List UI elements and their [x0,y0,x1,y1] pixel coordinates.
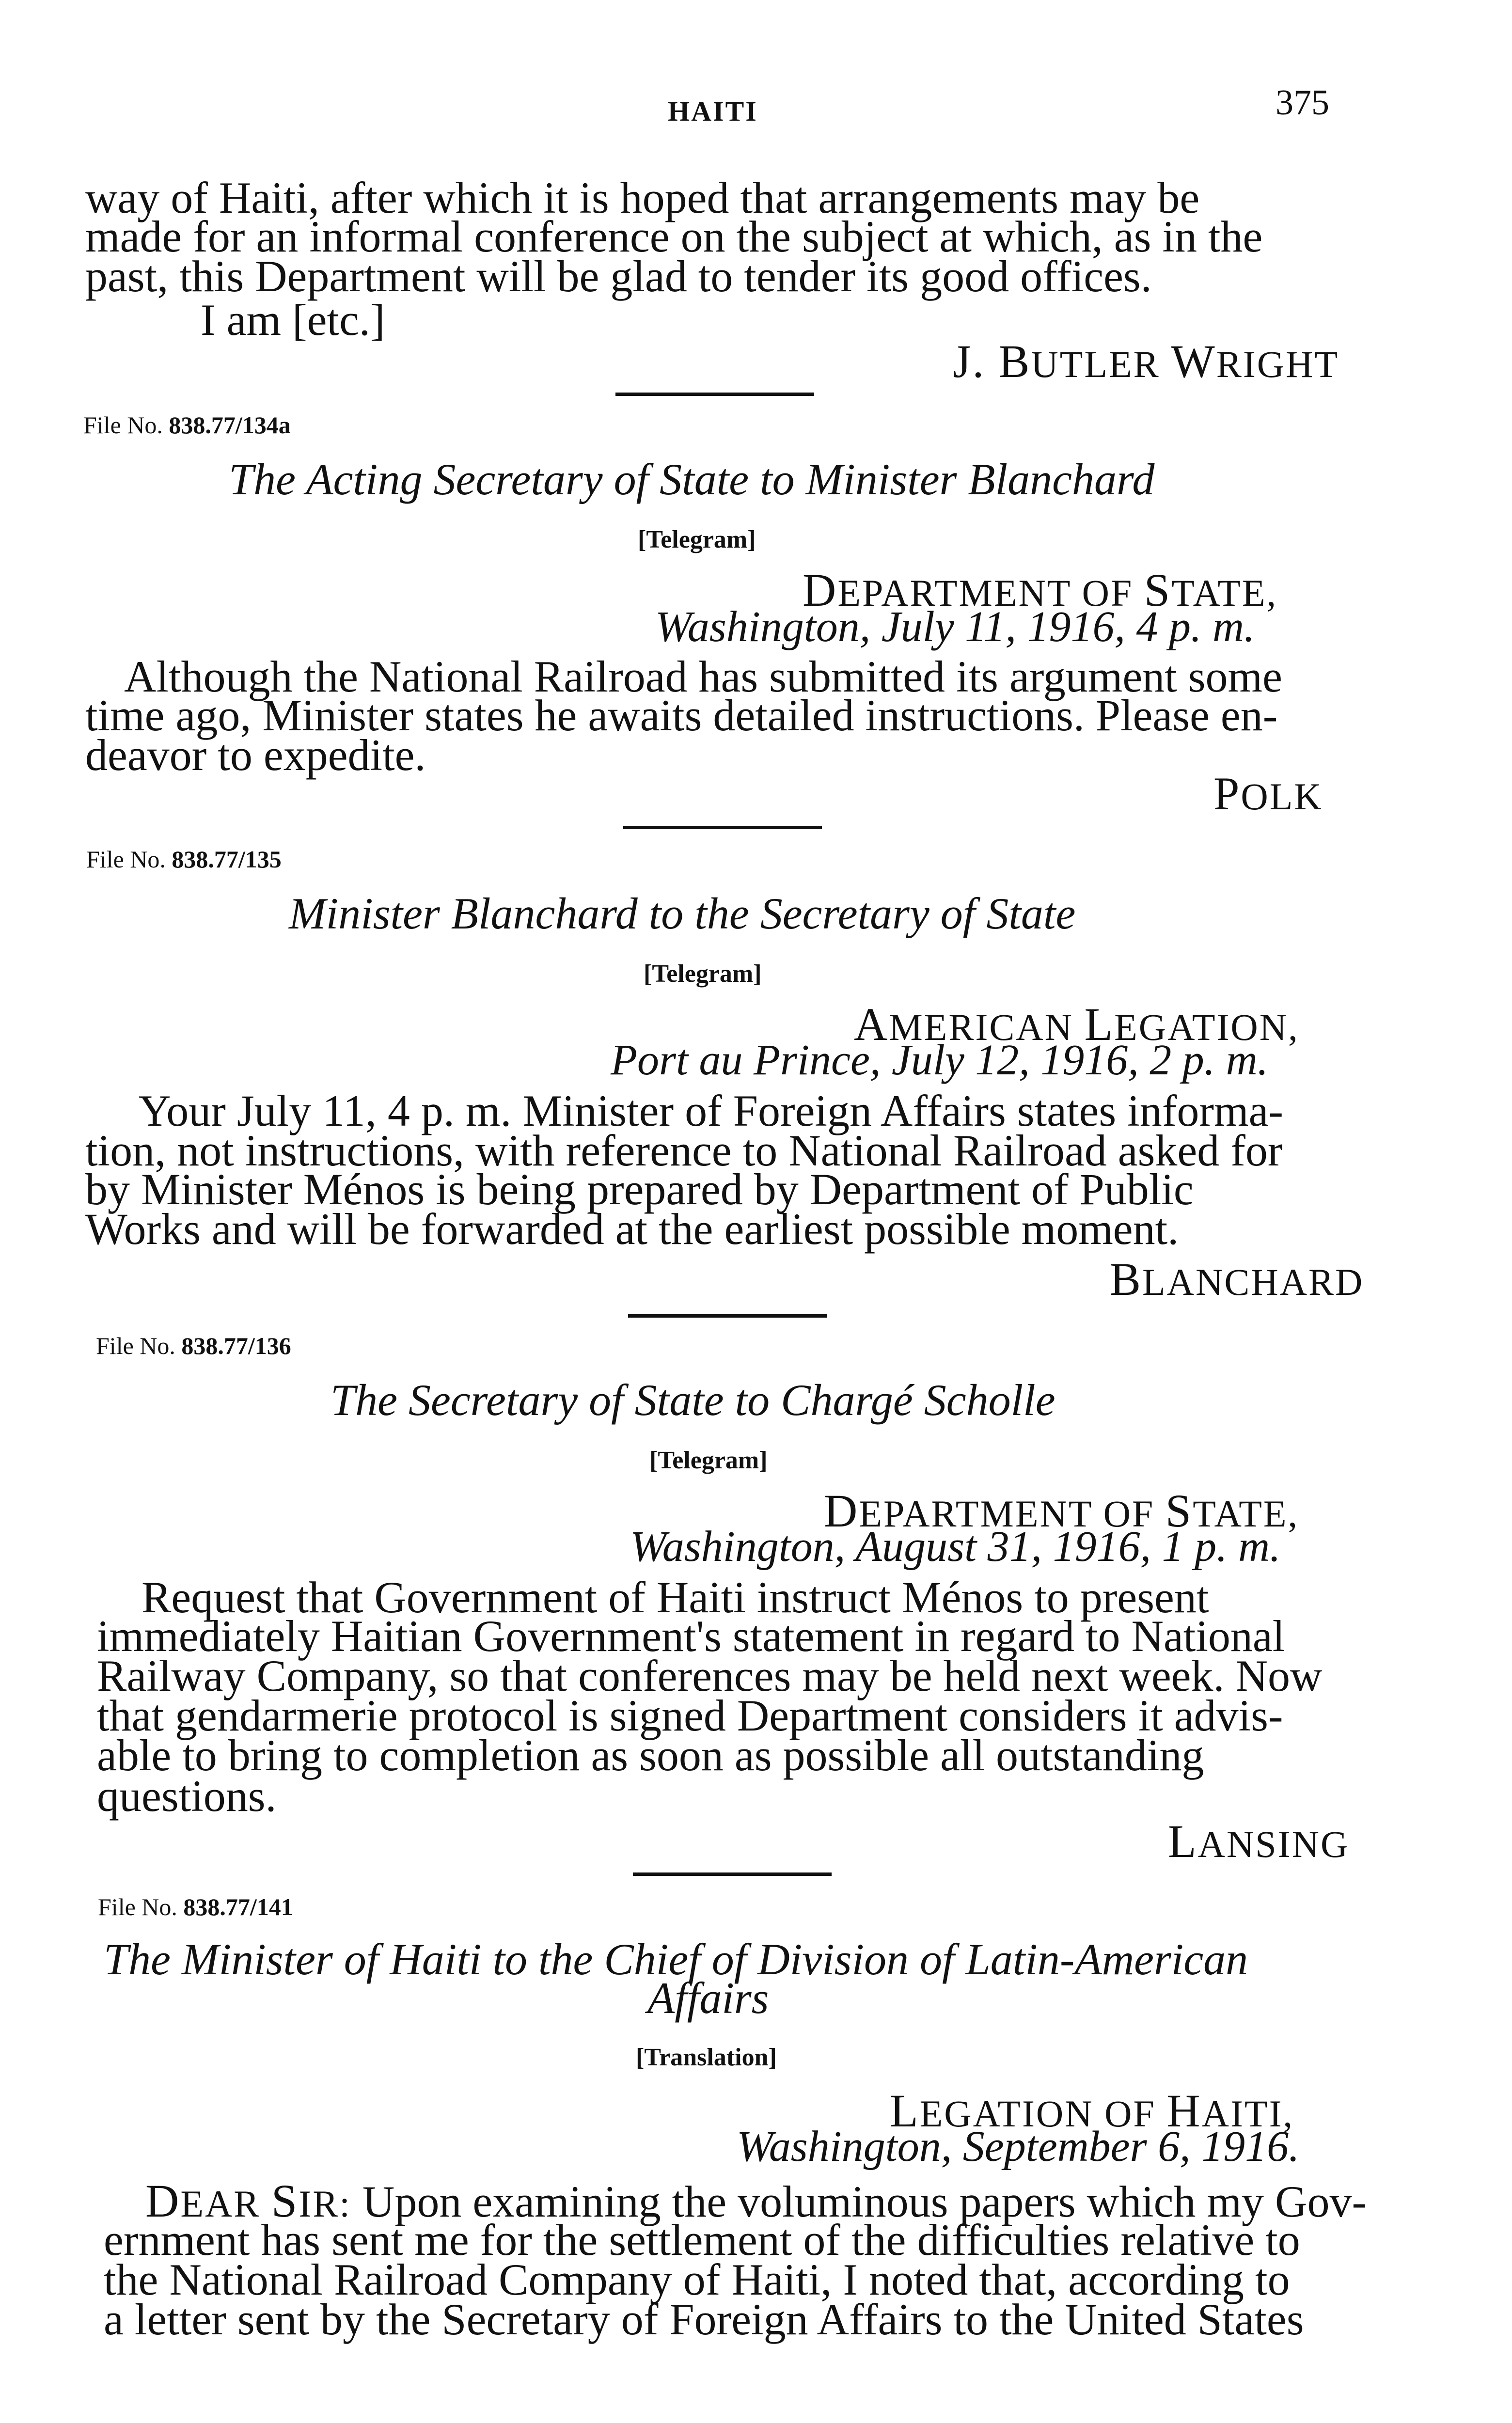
document-type: [Telegram] [649,1447,768,1474]
body-line: deavor to expedite. [85,730,426,780]
body-line: Request that Government of Haiti instruct Ménos to present [142,1573,1209,1622]
dateline: Washington, August 31, 1916, 1 p. m. [630,1523,1281,1571]
signature: LANSING [1168,1815,1350,1867]
section-divider [623,826,822,829]
body-line: Works and will be forwarded at the earliest possible moment. [85,1204,1179,1254]
closing: I am [etc.] [201,295,385,345]
signature: J. BUTLER WRIGHT [953,335,1339,387]
running-head: HAITI [668,95,758,127]
body-text: Upon examining the voluminous papers which my Gov- [362,2177,1367,2226]
body-line: a letter sent by the Secretary of Foreign Affairs to the United States [104,2295,1304,2344]
document-heading: Minister Blanchard to the Secretary of State [289,889,1076,938]
body-line: immediately Haitian Government's statement in regard to National [97,1611,1285,1661]
body-line: way of Haiti, after which it is hoped that arrangements may be [85,173,1200,222]
body-line: past, this Department will be glad to tender its good offices. [85,252,1152,301]
document-type: [Telegram] [638,526,756,553]
origin: DEPARTMENT OF STATE, [824,1485,1299,1537]
file-number: File No. 838.77/136 [96,1332,291,1359]
salutation: DEAR SIR: [145,2175,351,2227]
body-line: the National Railroad Company of Haiti, I noted that, according to [104,2255,1290,2304]
dateline: Washington, September 6, 1916. [737,2123,1300,2171]
body-line: tion, not instructions, with reference to National Railroad asked for [85,1126,1283,1175]
body-line: questions. [97,1771,277,1821]
body-line: that gendarmerie protocol is signed Department considers it advis- [97,1691,1283,1740]
body-line: Although the National Railroad has submitted its argument some [124,652,1282,701]
signature: BLANCHARD [1110,1253,1364,1305]
body-line: able to bring to completion as soon as possible all outstanding [97,1731,1204,1780]
document-heading-continued: Affairs [647,1973,769,2023]
body-line: ernment has sent me for the settlement of the difficulties relative to [104,2215,1300,2265]
document-heading: The Minister of Haiti to the Chief of Division of Latin-American [104,1935,1248,1984]
section-divider [628,1314,827,1318]
origin: AMERICAN LEGATION, [854,998,1299,1050]
signature: POLK [1213,768,1323,819]
file-number: File No. 838.77/141 [98,1893,293,1920]
document-type: [Translation] [636,2044,777,2071]
origin: LEGATION OF HAITI, [890,2085,1294,2137]
section-divider [633,1872,832,1876]
document-heading: The Secretary of State to Chargé Scholle [331,1375,1055,1425]
body-line: Railway Company, so that conferences may be held next week. Now [97,1651,1323,1700]
dateline: Port au Prince, July 12, 1916, 2 p. m. [611,1036,1269,1084]
document-type: [Telegram] [644,960,762,988]
file-number: File No. 838.77/135 [86,846,282,873]
body-line: made for an informal conference on the subject at which, as in the [85,212,1263,261]
section-divider [615,393,814,396]
document-heading: The Acting Secretary of State to Minister Blanchard [229,455,1155,504]
body-line: time ago, Minister states he awaits detailed instructions. Please en- [85,691,1278,740]
file-number: File No. 838.77/134a [83,411,291,439]
body-line: Your July 11, 4 p. m. Minister of Foreign Affairs states informa- [139,1086,1284,1135]
page-number: 375 [1276,83,1329,123]
body-line: by Minister Ménos is being prepared by Department of Public [85,1164,1194,1214]
dateline: Washington, July 11, 1916, 4 p. m. [655,603,1255,651]
origin: DEPARTMENT OF STATE, [803,564,1278,616]
